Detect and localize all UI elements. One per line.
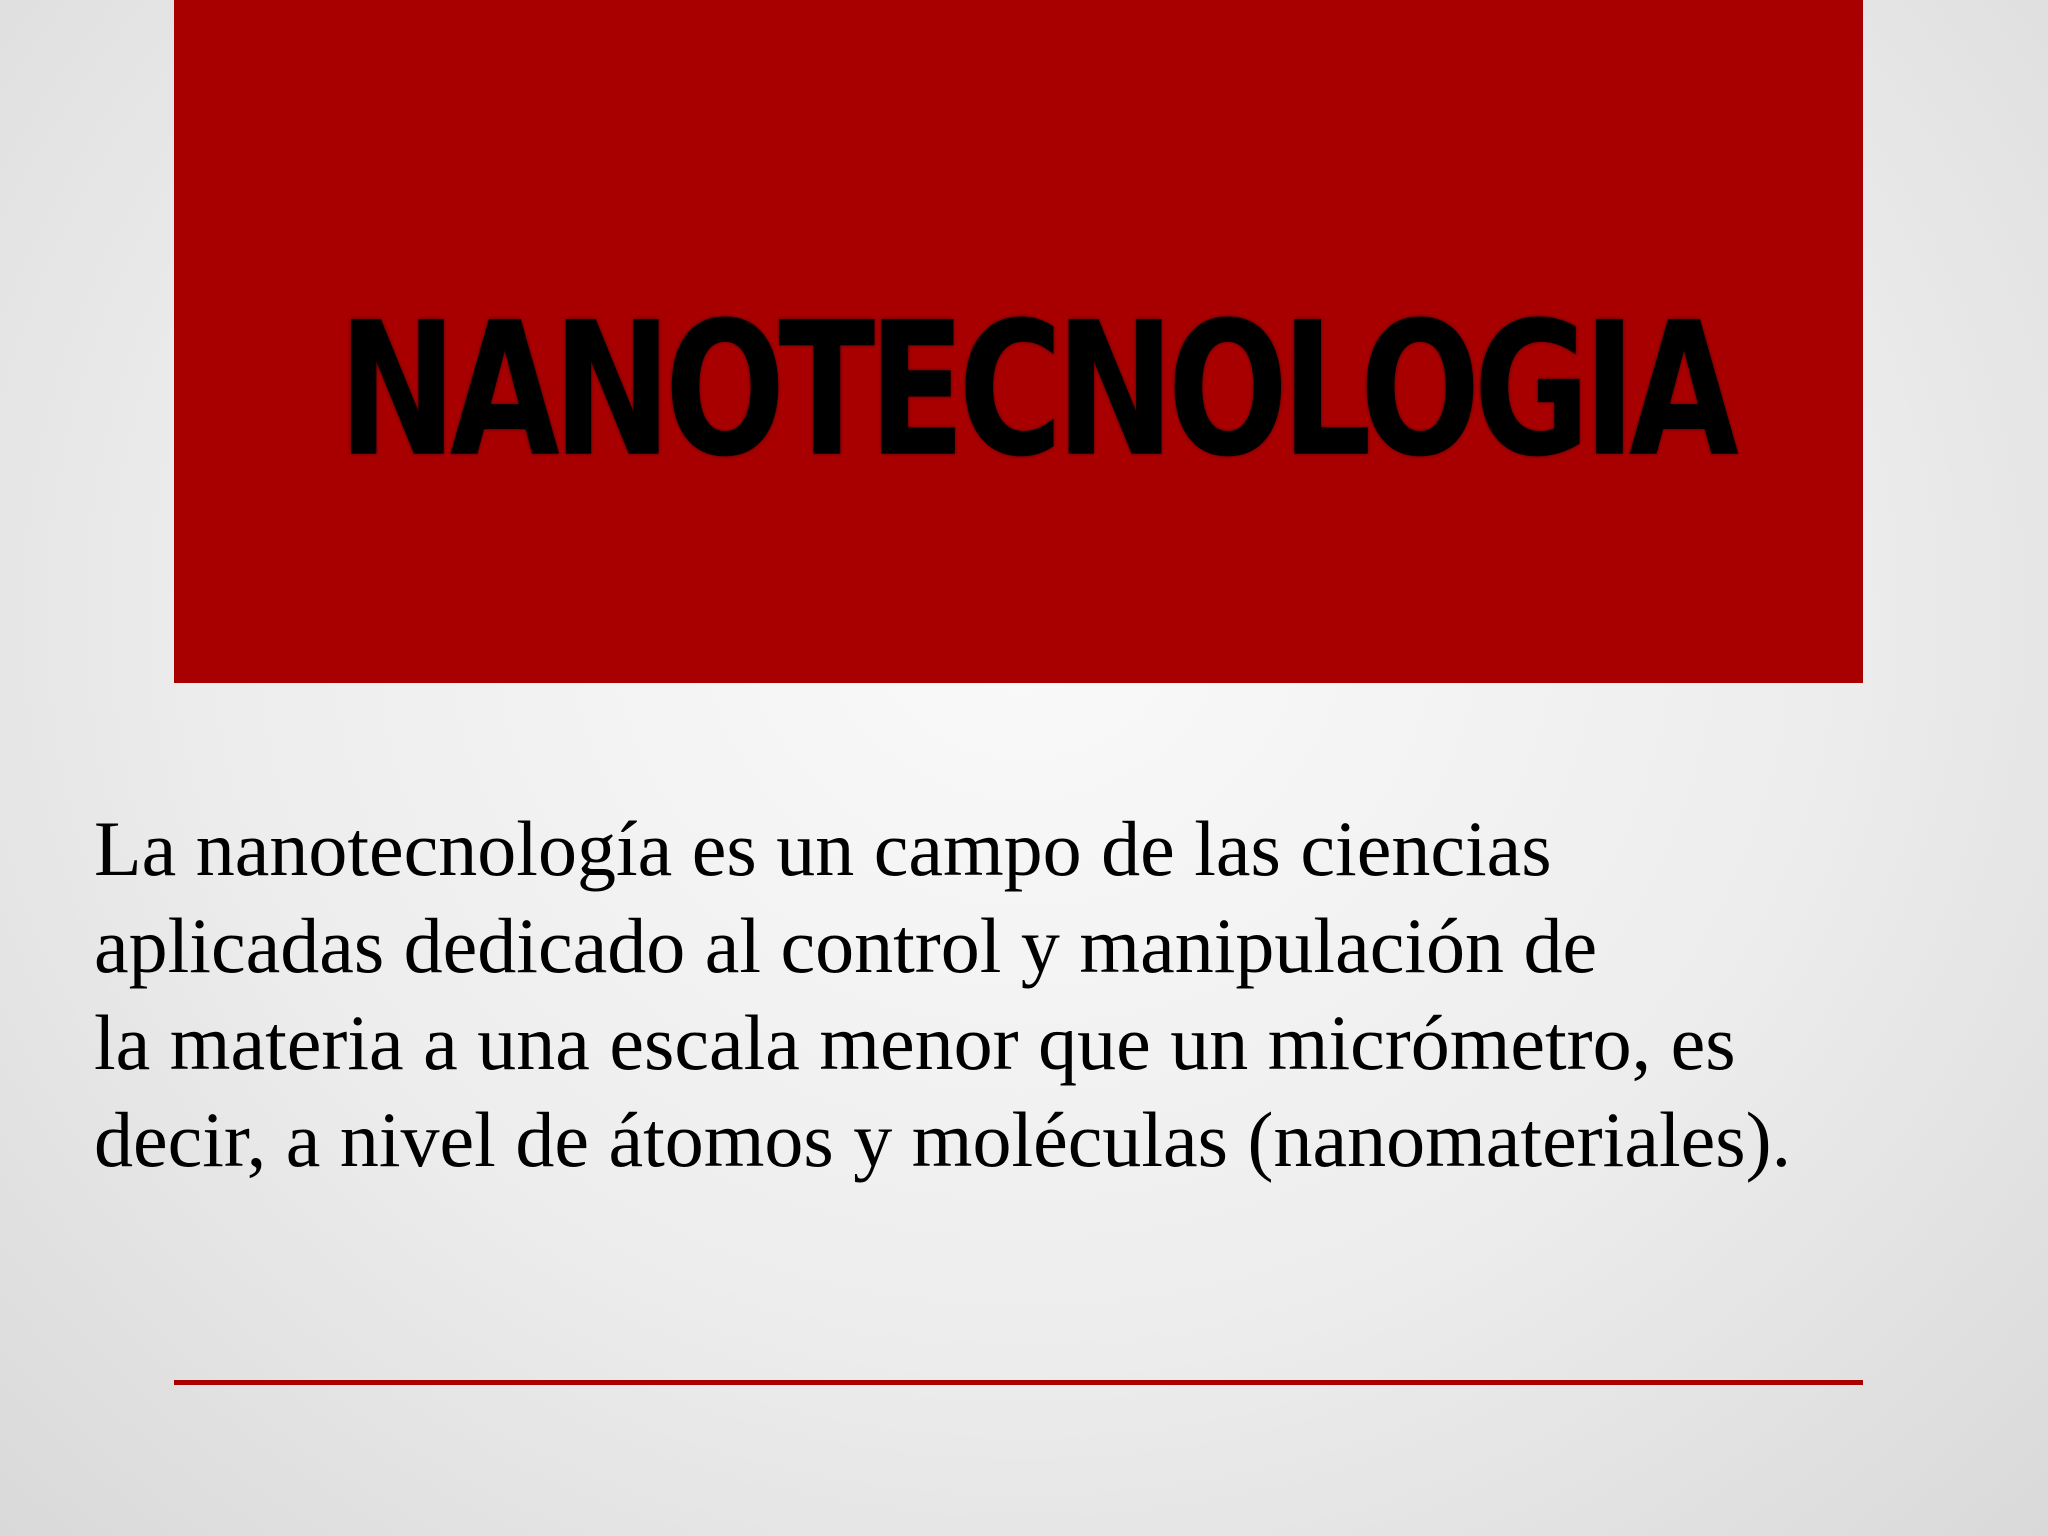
- footer-divider: [174, 1380, 1863, 1385]
- slide-title: NANOTECNOLOGIA: [338, 282, 1732, 498]
- slide-body-text: La nanotecnología es un campo de las ciencias aplicadas dedicado al control y manipulación de la materia a una escala menor que un micrómetro, es decir, a nivel de átomos y moléculas (nanomateriales).: [94, 805, 1792, 1183]
